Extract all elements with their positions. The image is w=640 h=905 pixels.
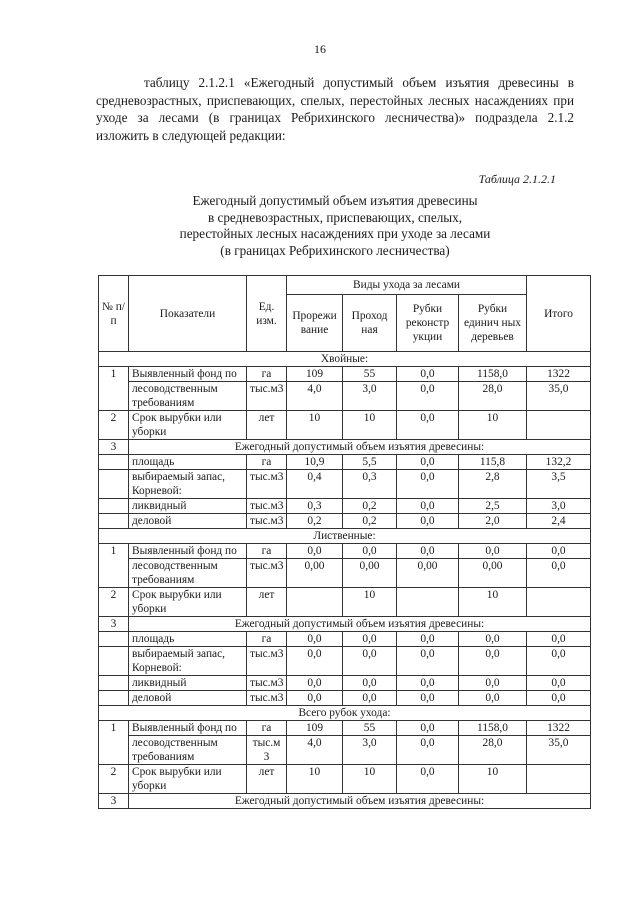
annual-volume-label: Ежегодный допустимый объем изъятия древесины: bbox=[129, 794, 591, 809]
cell: 0,0 bbox=[397, 736, 459, 765]
cell: 0,0 bbox=[343, 544, 397, 559]
cell: 0,3 bbox=[287, 499, 343, 514]
row-unit: лет bbox=[247, 588, 287, 617]
annual-volume-label: Ежегодный допустимый объем изъятия древесины: bbox=[129, 617, 591, 632]
cell: 0,0 bbox=[343, 647, 397, 676]
cell-total: 0,0 bbox=[527, 544, 591, 559]
table-row bbox=[99, 559, 591, 588]
row-num: 3 bbox=[99, 617, 129, 632]
cell-total bbox=[527, 411, 591, 440]
cell-total: 0,0 bbox=[527, 691, 591, 706]
cell: 10 bbox=[459, 588, 527, 617]
cell-total bbox=[527, 588, 591, 617]
cell: 10 bbox=[287, 411, 343, 440]
row-name: деловой bbox=[129, 514, 247, 529]
row-name: Выявленный фонд по bbox=[129, 544, 247, 559]
cell: 0,0 bbox=[397, 721, 459, 736]
cell-total: 132,2 bbox=[527, 455, 591, 470]
cell: 28,0 bbox=[459, 736, 527, 765]
cell: 0,00 bbox=[343, 559, 397, 588]
cell: 3,0 bbox=[343, 736, 397, 765]
cell: 2,8 bbox=[459, 470, 527, 499]
table-row bbox=[99, 736, 591, 765]
cell: 0,0 bbox=[397, 765, 459, 794]
cell: 109 bbox=[287, 721, 343, 736]
header-num: № п/п bbox=[99, 276, 129, 352]
cell-total: 2,4 bbox=[527, 514, 591, 529]
row-name: выбираемый запас, Корневой: bbox=[129, 470, 247, 499]
cell: 4,0 bbox=[287, 736, 343, 765]
table-caption: Таблица 2.1.2.1 bbox=[478, 172, 556, 186]
cell: 1158,0 bbox=[459, 721, 527, 736]
table-row bbox=[99, 470, 591, 499]
header-indicators: Показатели bbox=[129, 276, 247, 352]
cell: 0,2 bbox=[287, 514, 343, 529]
cell: 109 bbox=[287, 367, 343, 382]
cell: 0,00 bbox=[287, 559, 343, 588]
table-row bbox=[99, 499, 591, 514]
section-deciduous: Лиственные: bbox=[99, 529, 591, 544]
cell: 10 bbox=[287, 765, 343, 794]
row-num: 1 bbox=[99, 721, 129, 765]
table-row bbox=[99, 721, 591, 736]
cell: 0,0 bbox=[397, 632, 459, 647]
table-row bbox=[99, 691, 591, 706]
cell: 10,9 bbox=[287, 455, 343, 470]
cell: 0,0 bbox=[459, 676, 527, 691]
cell: 0,0 bbox=[459, 691, 527, 706]
table-row bbox=[99, 676, 591, 691]
felling-volume-table bbox=[98, 275, 591, 809]
table-row bbox=[99, 544, 591, 559]
cell: 0,0 bbox=[287, 691, 343, 706]
row-name: Срок вырубки или уборки bbox=[129, 765, 247, 794]
row-num: 1 bbox=[99, 367, 129, 411]
row-unit: га bbox=[247, 455, 287, 470]
cell: 0,0 bbox=[287, 647, 343, 676]
header-total: Итого bbox=[527, 276, 591, 352]
section-conifers: Хвойные: bbox=[99, 352, 591, 367]
row-name: Выявленный фонд по bbox=[129, 367, 247, 382]
cell: 0,0 bbox=[287, 632, 343, 647]
row-name: деловой bbox=[129, 691, 247, 706]
title-line: в средневозрастных, приспевающих, спелых, bbox=[207, 209, 463, 225]
row-num: 3 bbox=[99, 440, 129, 455]
header-row bbox=[99, 276, 591, 295]
row-num: 2 bbox=[99, 765, 129, 794]
header-thinning: Прорежи вание bbox=[287, 295, 343, 352]
title-line: перестойных лесных насаждениях при уходе за лесами bbox=[179, 226, 491, 241]
cell: 2,0 bbox=[459, 514, 527, 529]
annual-volume-label: Ежегодный допустимый объем изъятия древесины: bbox=[129, 440, 591, 455]
cell: 28,0 bbox=[459, 382, 527, 411]
cell-total: 0,0 bbox=[527, 676, 591, 691]
cell: 10 bbox=[343, 765, 397, 794]
cell: 3,0 bbox=[343, 382, 397, 411]
cell: 0,0 bbox=[287, 544, 343, 559]
cell: 0,0 bbox=[397, 455, 459, 470]
row-num: 3 bbox=[99, 794, 129, 809]
cell: 0,0 bbox=[397, 367, 459, 382]
row-name: ликвидный bbox=[129, 676, 247, 691]
cell: 0,0 bbox=[397, 676, 459, 691]
cell: 115,8 bbox=[459, 455, 527, 470]
table-row bbox=[99, 411, 591, 440]
row-unit: тыс.м3 bbox=[247, 470, 287, 499]
table-row bbox=[99, 794, 591, 809]
intro-text: таблицу 2.1.2.1 «Ежегодный допустимый объем изъятия древесины в средневозрастных, приспевающих, спелых, перестойных лесных насаждениях при уходе за лесами (в границах Ребрихинского лесничества)» подраздела 2.1.2 изложить в следующей редакции: bbox=[96, 75, 574, 143]
table-row bbox=[99, 765, 591, 794]
cell: 0,0 bbox=[459, 544, 527, 559]
table-row bbox=[99, 514, 591, 529]
page-number: 16 bbox=[314, 42, 326, 56]
row-unit: лет bbox=[247, 411, 287, 440]
row-unit: тыс.м3 bbox=[247, 514, 287, 529]
cell: 10 bbox=[343, 411, 397, 440]
table-row bbox=[99, 382, 591, 411]
header-single-trees: Рубки единич ных деревьев bbox=[459, 295, 527, 352]
cell: 0,0 bbox=[343, 691, 397, 706]
table-row bbox=[99, 440, 591, 455]
cell: 1158,0 bbox=[459, 367, 527, 382]
cell: 0,0 bbox=[287, 676, 343, 691]
cell-total: 3,0 bbox=[527, 499, 591, 514]
row-name: площадь bbox=[129, 632, 247, 647]
row-name: лесоводственным требованиям bbox=[129, 382, 247, 411]
cell: 0,0 bbox=[459, 632, 527, 647]
cell: 4,0 bbox=[287, 382, 343, 411]
table-row bbox=[99, 367, 591, 382]
cell: 0,0 bbox=[397, 411, 459, 440]
section-all-fellings: Всего рубок ухода: bbox=[99, 706, 591, 721]
row-num: 2 bbox=[99, 411, 129, 440]
cell: 0,0 bbox=[397, 499, 459, 514]
row-num: 2 bbox=[99, 588, 129, 617]
cell-total: 1322 bbox=[527, 367, 591, 382]
row-unit: тыс.м3 bbox=[247, 499, 287, 514]
cell: 10 bbox=[459, 765, 527, 794]
cell: 0,0 bbox=[343, 676, 397, 691]
row-unit: лет bbox=[247, 765, 287, 794]
cell-total: 35,0 bbox=[527, 382, 591, 411]
row-unit: тыс.м3 bbox=[247, 559, 287, 588]
cell-total: 0,0 bbox=[527, 632, 591, 647]
row-name: Срок вырубки или уборки bbox=[129, 411, 247, 440]
cell bbox=[397, 588, 459, 617]
cell-total: 0,0 bbox=[527, 559, 591, 588]
table-row bbox=[99, 617, 591, 632]
cell: 5,5 bbox=[343, 455, 397, 470]
table-row bbox=[99, 632, 591, 647]
row-unit: тыс.м3 bbox=[247, 647, 287, 676]
cell: 0,00 bbox=[459, 559, 527, 588]
cell: 10 bbox=[459, 411, 527, 440]
cell: 0,2 bbox=[343, 514, 397, 529]
table-title bbox=[96, 193, 574, 259]
cell-total bbox=[527, 765, 591, 794]
title-line: (в границах Ребрихинского лесничества) bbox=[220, 242, 450, 258]
row-unit: тыс.м 3 bbox=[247, 736, 287, 765]
row-unit: га bbox=[247, 632, 287, 647]
cell: 55 bbox=[343, 721, 397, 736]
cell: 55 bbox=[343, 367, 397, 382]
cell: 0,3 bbox=[343, 470, 397, 499]
table-row bbox=[99, 455, 591, 470]
table-row bbox=[99, 647, 591, 676]
row-num: 1 bbox=[99, 544, 129, 588]
cell-total: 35,0 bbox=[527, 736, 591, 765]
row-name: ликвидный bbox=[129, 499, 247, 514]
cell: 0,0 bbox=[397, 470, 459, 499]
header-care-types: Виды ухода за лесами bbox=[287, 276, 527, 295]
row-name: площадь bbox=[129, 455, 247, 470]
cell: 0,0 bbox=[397, 382, 459, 411]
cell: 2,5 bbox=[459, 499, 527, 514]
header-unit: Ед. изм. bbox=[247, 276, 287, 352]
cell: 0,0 bbox=[397, 691, 459, 706]
cell: 0,0 bbox=[397, 544, 459, 559]
cell: 0,0 bbox=[343, 632, 397, 647]
row-unit: тыс.м3 bbox=[247, 382, 287, 411]
title-line: Ежегодный допустимый объем изъятия древесины bbox=[192, 193, 478, 208]
cell: 0,4 bbox=[287, 470, 343, 499]
cell-total: 0,0 bbox=[527, 647, 591, 676]
cell bbox=[287, 588, 343, 617]
cell: 0,0 bbox=[459, 647, 527, 676]
intro-paragraph bbox=[96, 74, 574, 144]
row-unit: га bbox=[247, 721, 287, 736]
row-name: выбираемый запас, Корневой: bbox=[129, 647, 247, 676]
row-name: Срок вырубки или уборки bbox=[129, 588, 247, 617]
cell-total: 3,5 bbox=[527, 470, 591, 499]
row-unit: тыс.м3 bbox=[247, 676, 287, 691]
header-reconstruction: Рубки реконстр укции bbox=[397, 295, 459, 352]
cell: 0,0 bbox=[397, 514, 459, 529]
cell: 0,00 bbox=[397, 559, 459, 588]
row-name: лесоводственным требованиям bbox=[129, 559, 247, 588]
row-unit: га bbox=[247, 544, 287, 559]
row-name: лесоводственным требованиям bbox=[129, 736, 247, 765]
header-passing: Проход ная bbox=[343, 295, 397, 352]
cell: 0,0 bbox=[397, 647, 459, 676]
table-row bbox=[99, 588, 591, 617]
row-name: Выявленный фонд по bbox=[129, 721, 247, 736]
cell: 10 bbox=[343, 588, 397, 617]
cell-total: 1322 bbox=[527, 721, 591, 736]
row-unit: тыс.м3 bbox=[247, 691, 287, 706]
cell: 0,2 bbox=[343, 499, 397, 514]
row-unit: га bbox=[247, 367, 287, 382]
